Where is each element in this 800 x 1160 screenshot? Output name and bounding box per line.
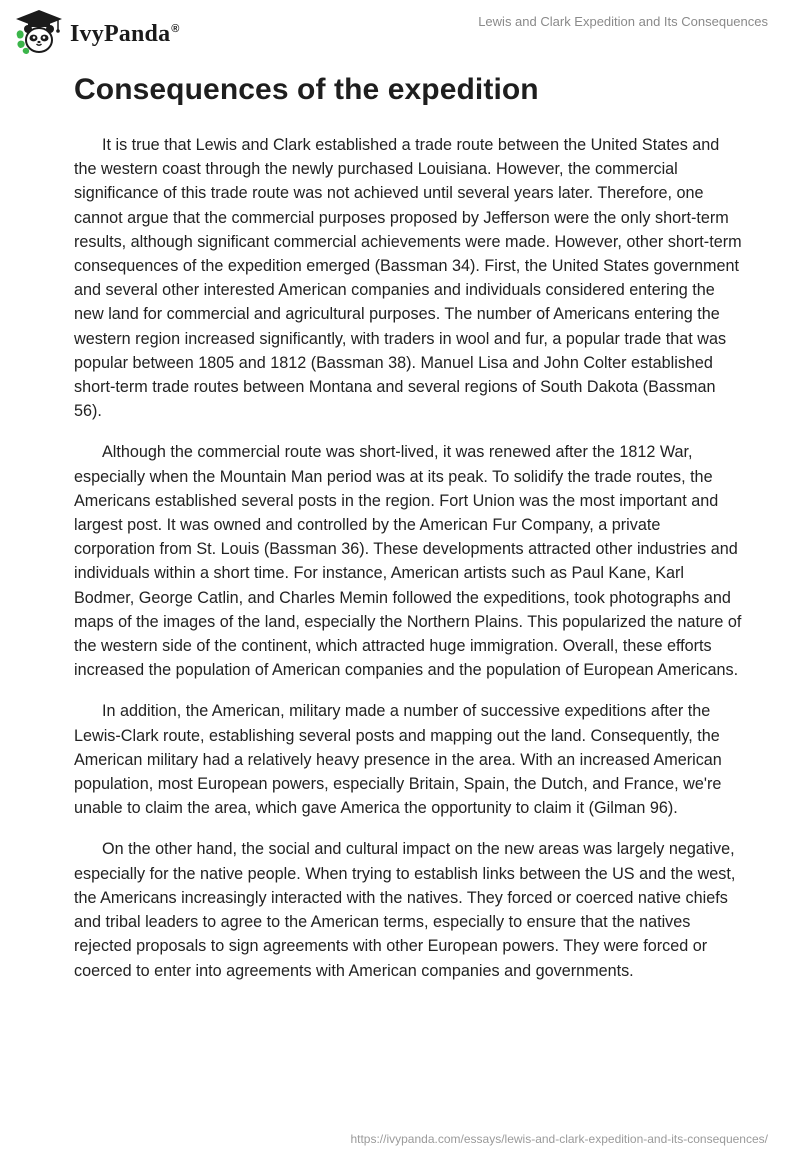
paragraph-4: On the other hand, the social and cultural impact on the new areas was largely negative, especially for the native people. When trying to establish links between the US and the west, the Americans increasingly interacted with the natives. They forced or coerced native chiefs and tribal leaders to agree to the American terms, especially to ensure that the natives rejected proposals to sign agreements with other European powers. They were forced or coerced to enter into agreements with American companies and governments. <box>74 840 736 980</box>
page-header <box>0 0 800 60</box>
panda-graduation-cap-icon <box>14 8 64 56</box>
page-title: Consequences of the expedition <box>74 73 539 106</box>
paragraph-2: Although the commercial route was short-lived, it was renewed after the 1812 War, especially when the Mountain Man period was at its peak. To solidify the trade routes, the Americans established several posts in the region. Fort Union was the most important and largest post. It was owned and controlled by the American Fur Company, a private corporation from St. Louis (Bassman 36). These developments attracted other industries and individuals within a short time. For instance, American artists such as Paul Kane, Karl Bodmer, George Catlin, and Charles Memin followed the expeditions, took photographs and maps of the images of the land, especially the Northern Plains. This popularized the nature of the western side of the continent, which attracted huge immigration. Overall, these efforts increased the population of American companies and the population of European Americans. <box>74 443 742 680</box>
document-title: Lewis and Clark Expedition and Its Consequences <box>478 14 768 29</box>
article-body <box>74 133 742 1000</box>
registered-mark: ® <box>171 22 180 35</box>
paragraph-1: It is true that Lewis and Clark established a trade route between the United States and the western coast through the newly purchased Louisiana. However, the commercial significance of this trade route was not achieved until several years later. Therefore, one cannot argue that the commercial purposes proposed by Jefferson were the only short-term results, although significant commercial achievements were made. However, other short-term consequences of the expedition emerged (Bassman 34). First, the United States government and several other interested American companies and individuals considered entering the new land for commercial and agricultural purposes. The number of Americans entering the western region increased significantly, with traders in wool and fur, a popular trade that was popular between 1805 and 1812 (Bassman 38). Manuel Lisa and John Colter established short-term trade routes between Montana and several regions of South Dakota (Bassman 56). <box>74 136 742 421</box>
logo-wordmark: IvyPanda® <box>70 20 180 47</box>
ivypanda-logo[interactable] <box>14 8 180 56</box>
paragraph-3: In addition, the American, military made a number of successive expeditions after the Lewis-Clark route, establishing several posts and mapping out the land. Consequently, the American military had a relatively heavy presence in the area. With an increased American population, most European powers, especially Britain, Spain, the Dutch, and France, we're unable to claim the area, which gave America the opportunity to claim it (Gilman 96). <box>74 702 722 818</box>
source-url[interactable]: https://ivypanda.com/essays/lewis-and-clark-expedition-and-its-consequences/ <box>350 1132 768 1146</box>
